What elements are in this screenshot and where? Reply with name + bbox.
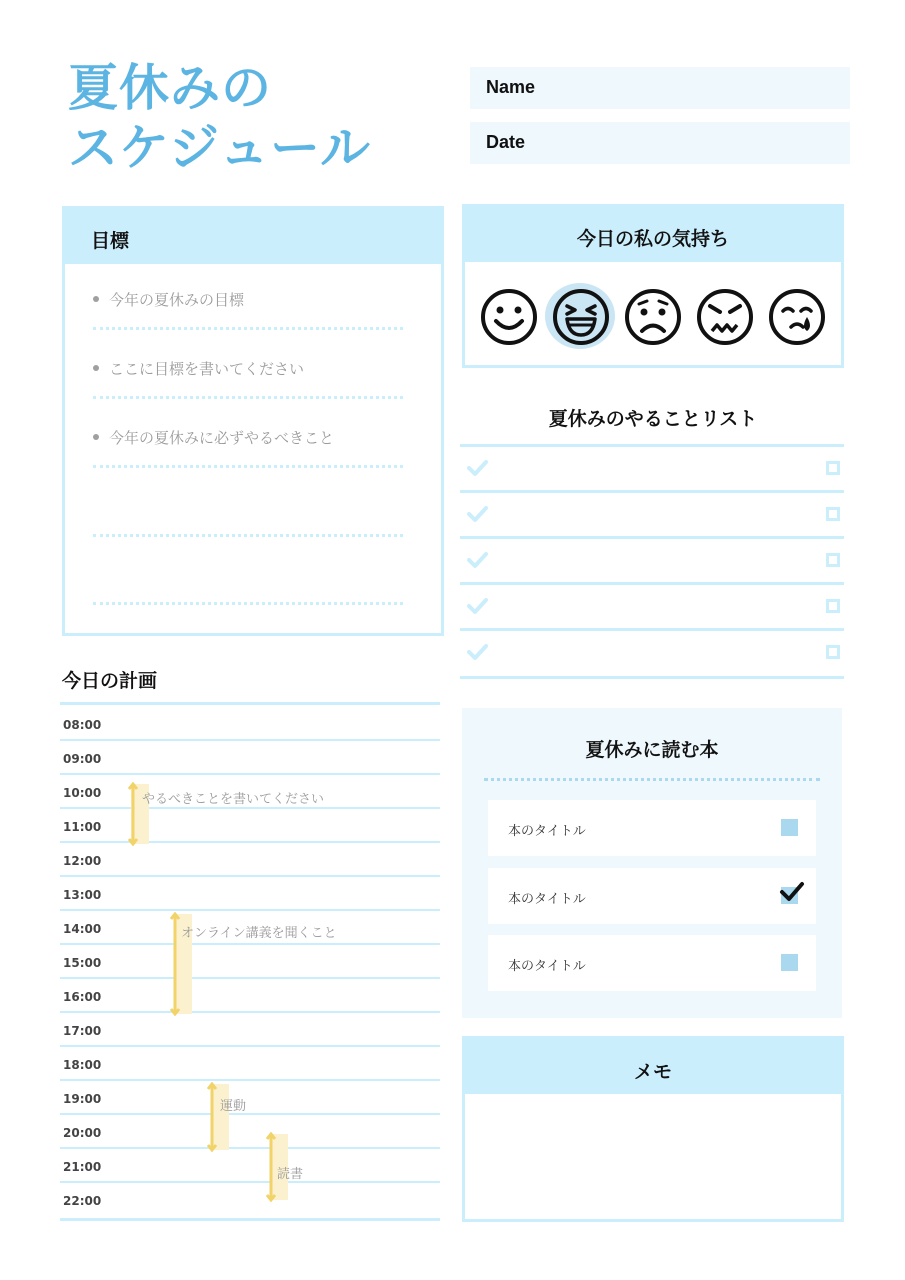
hour-row[interactable]	[60, 979, 440, 1013]
goal-item[interactable]	[93, 427, 334, 448]
hour-row[interactable]	[60, 1013, 440, 1047]
sad-face-icon[interactable]	[623, 287, 683, 347]
todo-checkbox[interactable]	[826, 507, 840, 521]
plan-divider	[60, 1218, 440, 1221]
task-label[interactable]: 読書	[277, 1167, 304, 1182]
hour-row[interactable]	[60, 877, 440, 911]
task-label[interactable]: やるべきことを書いてください	[142, 792, 325, 807]
hour-label: 08:00	[63, 718, 102, 732]
books-heading: 夏休みに読む本	[585, 739, 719, 761]
todo-row[interactable]	[460, 582, 844, 628]
check-icon	[466, 459, 488, 477]
hour-label: 16:00	[63, 990, 102, 1004]
bullet-icon	[93, 434, 99, 440]
checkmark-icon	[779, 881, 805, 903]
todo-row[interactable]	[460, 444, 844, 490]
goal-line	[93, 602, 403, 605]
hour-label: 14:00	[63, 922, 102, 936]
hour-label: 10:00	[63, 786, 102, 800]
book-title: 本のタイトル	[508, 824, 586, 839]
goal-text: ここに目標を書いてください	[109, 360, 305, 378]
bullet-icon	[93, 365, 99, 371]
check-icon	[466, 597, 488, 615]
title-line-2: スケジュール	[68, 119, 371, 177]
angry-face-icon[interactable]	[695, 287, 755, 347]
title-line-1: 夏休みの	[68, 59, 272, 117]
goal-line	[93, 327, 403, 330]
plan-heading: 今日の計画	[62, 670, 158, 692]
book-checkbox[interactable]	[781, 954, 798, 971]
todo-heading: 夏休みのやることリスト	[548, 408, 758, 430]
hour-label: 22:00	[63, 1194, 102, 1208]
hour-label: 13:00	[63, 888, 102, 902]
task-label[interactable]: オンライン講義を聞くこと	[181, 926, 337, 941]
book-title: 本のタイトル	[508, 892, 586, 907]
hour-label: 12:00	[63, 854, 102, 868]
memo-panel[interactable]	[462, 1036, 844, 1222]
crying-face-icon[interactable]	[767, 287, 827, 347]
hour-row[interactable]	[60, 1081, 440, 1115]
goal-line	[93, 534, 403, 537]
hour-label: 09:00	[63, 752, 102, 766]
goal-text: 今年の夏休みに必ずやるべきこと	[109, 429, 335, 447]
hour-label: 19:00	[63, 1092, 102, 1106]
hour-row[interactable]	[60, 945, 440, 979]
book-checkbox[interactable]	[781, 819, 798, 836]
book-title: 本のタイトル	[508, 959, 586, 974]
laughing-face-icon[interactable]	[551, 287, 611, 347]
todo-checkbox[interactable]	[826, 599, 840, 613]
hour-row[interactable]	[60, 707, 440, 741]
book-item[interactable]	[488, 935, 816, 991]
goal-line	[93, 465, 403, 468]
double-arrow-icon	[203, 1082, 221, 1152]
check-icon	[466, 505, 488, 523]
todo-row[interactable]	[460, 536, 844, 582]
smile-face-icon[interactable]	[479, 287, 539, 347]
books-panel	[462, 708, 842, 1018]
todo-row[interactable]	[460, 490, 844, 536]
todo-row[interactable]	[460, 628, 844, 679]
book-item[interactable]	[488, 800, 816, 856]
goal-item[interactable]	[93, 289, 244, 310]
check-icon	[466, 643, 488, 661]
goal-text: 今年の夏休みの目標	[109, 291, 245, 309]
hour-label: 17:00	[63, 1024, 102, 1038]
date-field[interactable]	[470, 122, 850, 164]
hour-row[interactable]	[60, 1047, 440, 1081]
book-item[interactable]	[488, 868, 816, 924]
bullet-icon	[93, 296, 99, 302]
hour-row[interactable]	[60, 1115, 440, 1149]
goals-panel	[62, 206, 444, 636]
task-label[interactable]: 運動	[220, 1099, 247, 1114]
name-field[interactable]	[470, 67, 850, 109]
hour-row[interactable]	[60, 1183, 440, 1217]
hour-label: 15:00	[63, 956, 102, 970]
hour-label: 20:00	[63, 1126, 102, 1140]
todo-checkbox[interactable]	[826, 553, 840, 567]
memo-heading: メモ	[465, 1039, 841, 1094]
books-divider	[484, 778, 820, 781]
date-label: Date	[486, 132, 526, 152]
todo-checkbox[interactable]	[826, 645, 840, 659]
hour-label: 18:00	[63, 1058, 102, 1072]
hour-row[interactable]	[60, 1149, 440, 1183]
page-title	[68, 58, 371, 178]
goals-heading: 目標	[65, 209, 441, 264]
goal-item[interactable]	[93, 358, 304, 379]
goal-line	[93, 396, 403, 399]
double-arrow-icon	[124, 782, 142, 846]
todo-checkbox[interactable]	[826, 461, 840, 475]
hour-row[interactable]	[60, 843, 440, 877]
mood-heading: 今日の私の気持ち	[465, 207, 841, 262]
plan-divider	[60, 702, 440, 705]
hour-row[interactable]	[60, 809, 440, 843]
hour-label: 21:00	[63, 1160, 102, 1174]
hour-row[interactable]	[60, 741, 440, 775]
check-icon	[466, 551, 488, 569]
mood-panel	[462, 204, 844, 368]
hour-label: 11:00	[63, 820, 102, 834]
name-label: Name	[486, 77, 536, 97]
